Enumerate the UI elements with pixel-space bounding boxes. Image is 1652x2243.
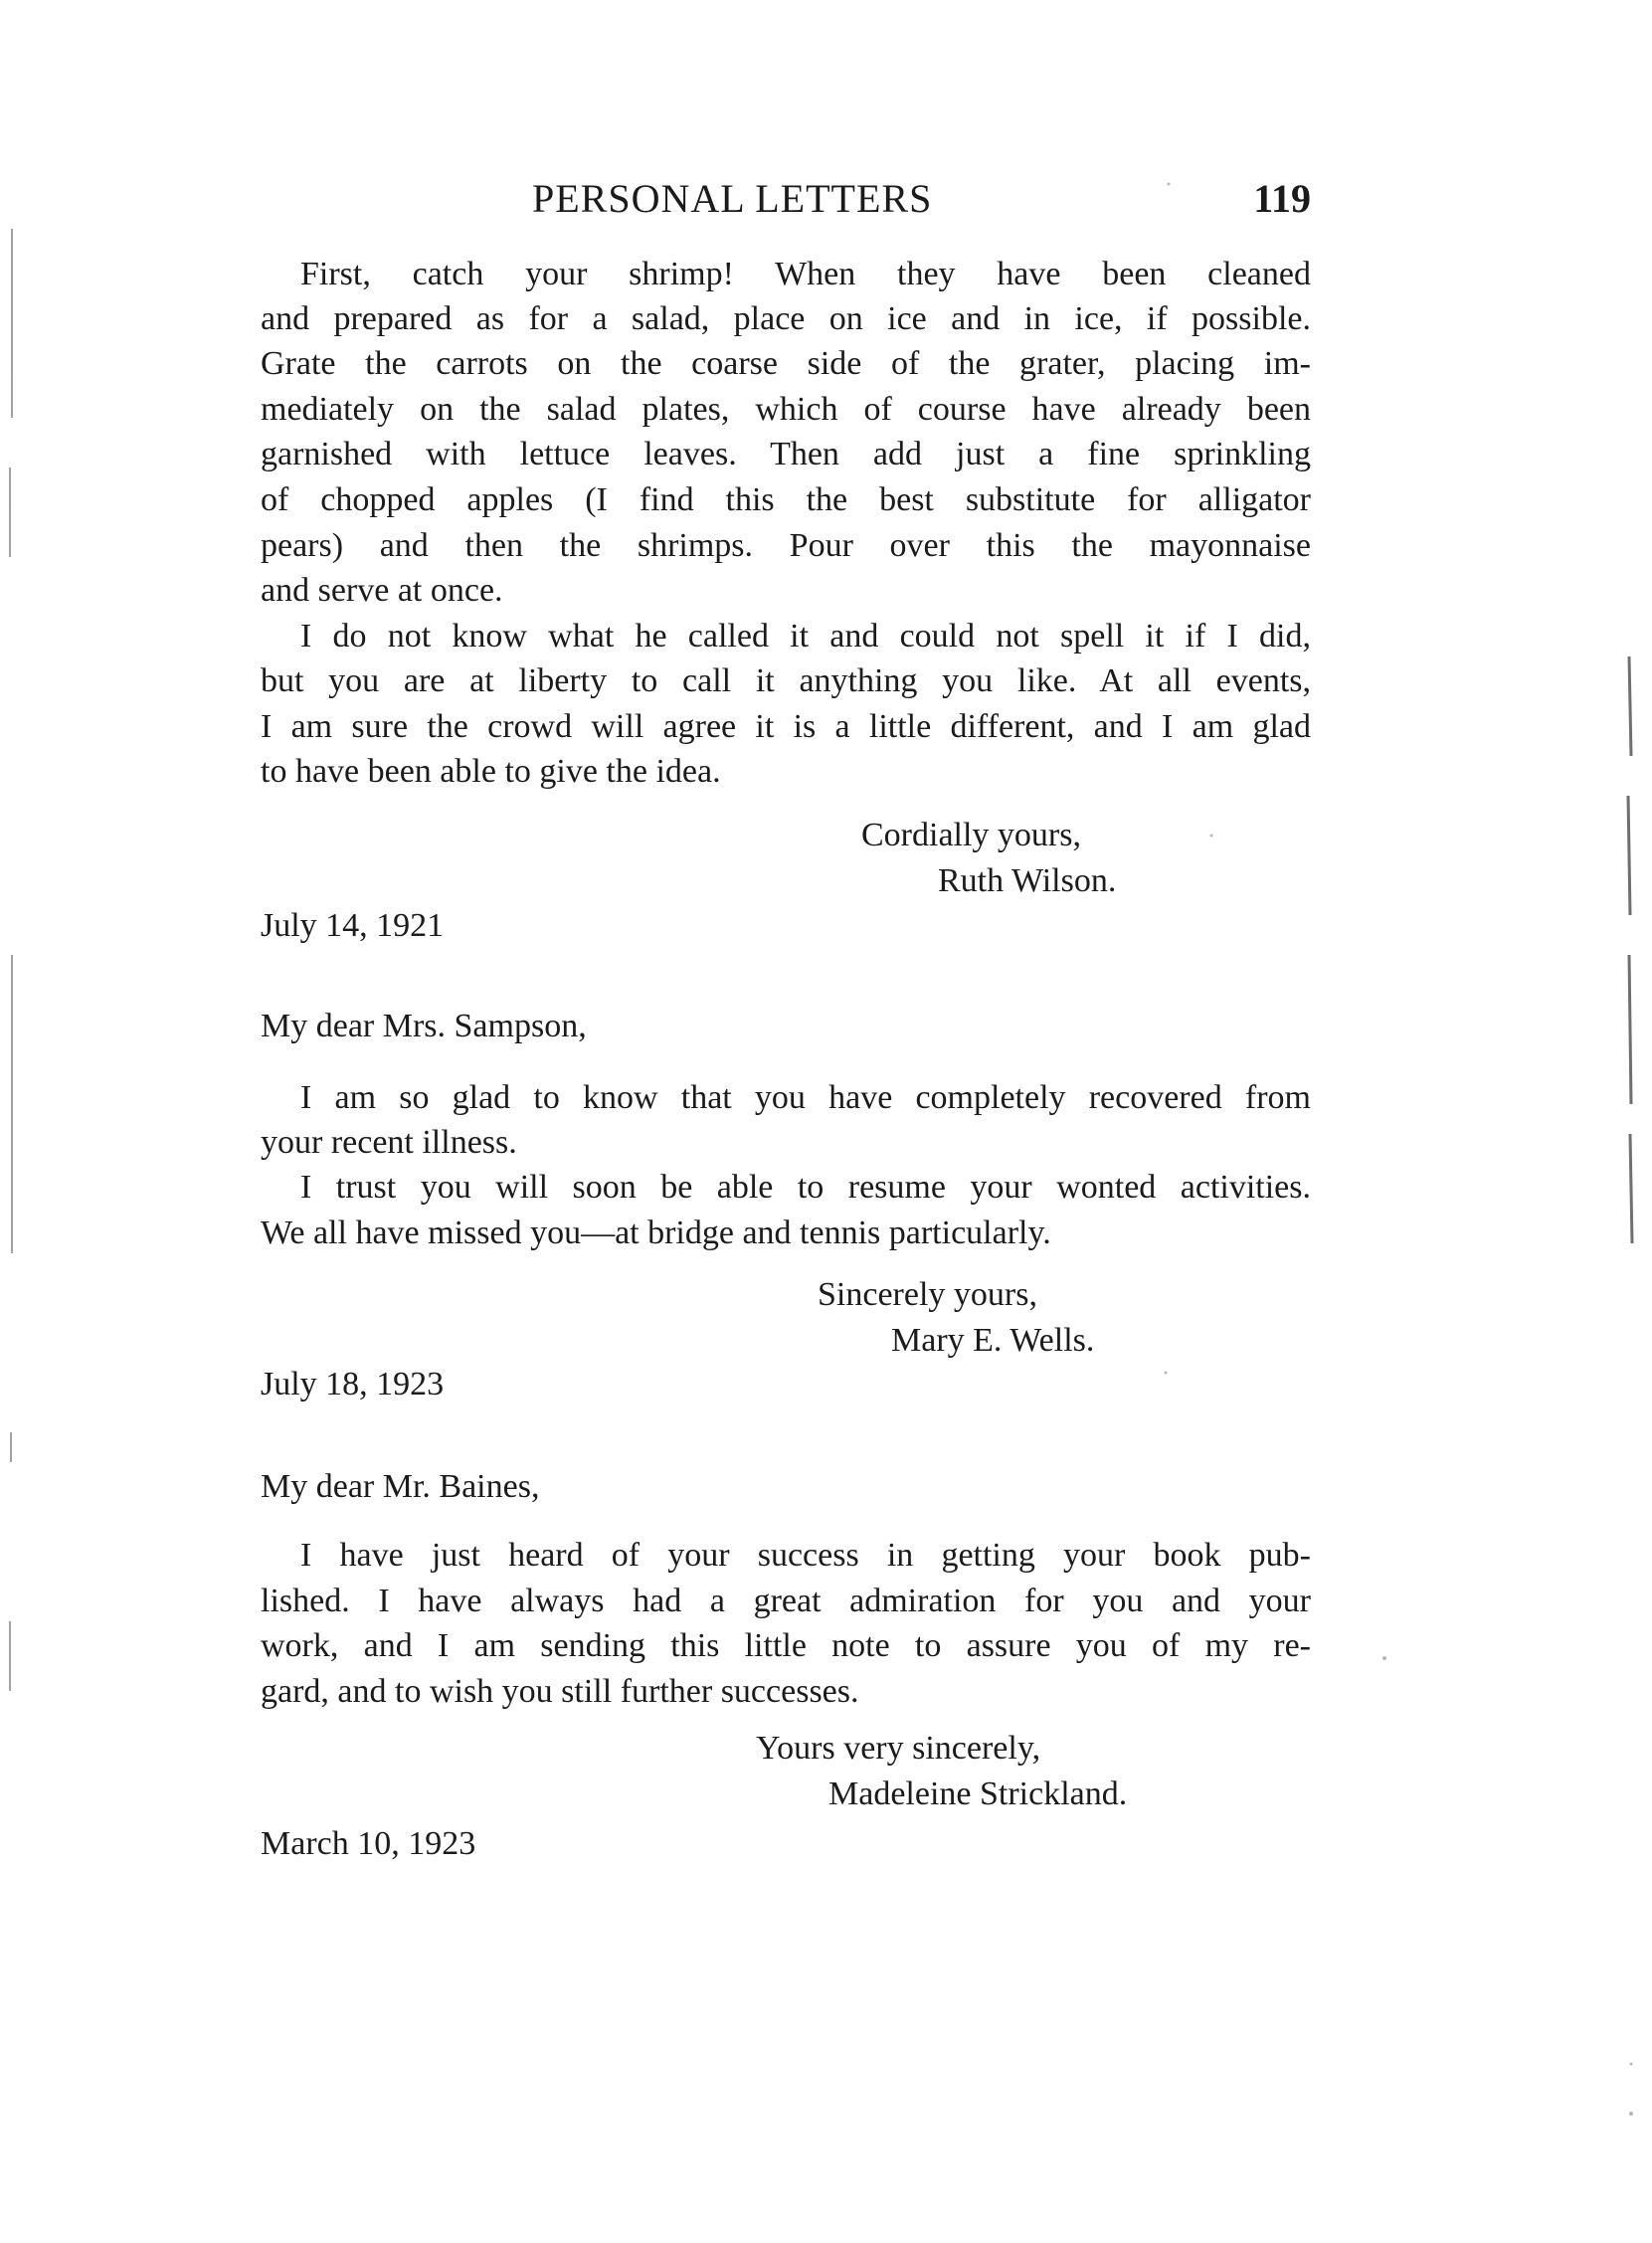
closing: Cordially yours, [861, 817, 1081, 853]
body-line: I have just heard of your success in getting your book pub- [300, 1537, 1311, 1574]
body-line: lished. I have always had a great admiration for you and your [261, 1583, 1311, 1619]
signature: Mary E. Wells. [891, 1322, 1095, 1359]
letter-date: July 18, 1923 [261, 1366, 445, 1402]
body-line: I am sure the crowd will agree it is a little different, and I am glad [261, 708, 1311, 745]
closing: Sincerely yours, [818, 1276, 1037, 1313]
body-line: your recent illness. [261, 1124, 517, 1161]
body-line: First, catch your shrimp! When they have been cleaned [300, 256, 1311, 292]
body-line: and serve at once. [261, 572, 503, 609]
body-line: I am so glad to know that you have completely recovered from [300, 1079, 1311, 1116]
salutation: My dear Mr. Baines, [261, 1468, 540, 1505]
signature: Ruth Wilson. [938, 862, 1117, 899]
running-head [532, 175, 1311, 225]
letter-date: July 14, 1921 [261, 907, 445, 944]
body-line: I trust you will soon be able to resume your wonted activities. [300, 1169, 1311, 1206]
body-line: I do not know what he called it and could not spell it if I did, [300, 618, 1311, 654]
body-line: We all have missed you—at bridge and tennis particularly. [261, 1215, 1051, 1251]
letter-date: March 10, 1923 [261, 1825, 476, 1862]
salutation: My dear Mrs. Sampson, [261, 1008, 587, 1044]
body-line: garnished with lettuce leaves. Then add just a fine sprinkling [261, 436, 1311, 472]
body-line: Grate the carrots on the coarse side of the grater, placing im- [261, 345, 1311, 382]
body-line: work, and I am sending this little note to assure you of my re- [261, 1627, 1311, 1664]
page-number: 119 [1253, 176, 1311, 221]
body-line: of chopped apples (I find this the best substitute for alligator [261, 481, 1311, 518]
body-line: and prepared as for a salad, place on ice and in ice, if possible. [261, 300, 1311, 337]
body-line: gard, and to wish you still further successes. [261, 1673, 859, 1710]
running-head-title: PERSONAL LETTERS [532, 176, 933, 221]
closing: Yours very sincerely, [756, 1730, 1041, 1767]
body-line: but you are at liberty to call it anything you like. At all events, [261, 662, 1311, 699]
body-line: pears) and then the shrimps. Pour over this the mayonnaise [261, 527, 1311, 564]
body-line: mediately on the salad plates, which of course have already been [261, 391, 1311, 428]
signature: Madeleine Strickland. [828, 1776, 1128, 1812]
body-line: to have been able to give the idea. [261, 753, 721, 790]
